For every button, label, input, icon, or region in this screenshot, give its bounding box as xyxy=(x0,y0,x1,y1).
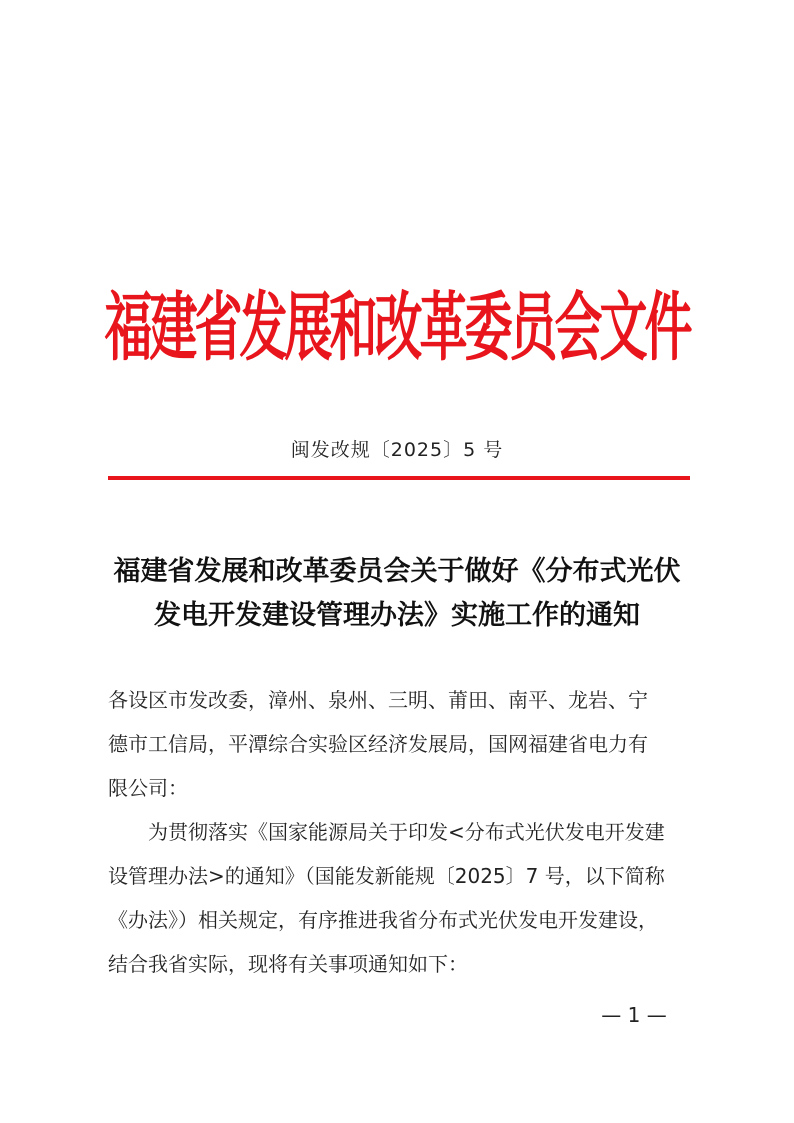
document-body xyxy=(108,678,690,986)
paragraph-line: 为贯彻落实《国家能源局关于印发<分布式光伏发电开发建 xyxy=(148,820,665,844)
paragraph-line: 设管理办法>的通知》（国能发新能规〔2025〕7 号，以下简称 xyxy=(108,864,665,888)
document-title-line: 发电开发建设管理办法》实施工作的通知 xyxy=(154,600,640,631)
paragraph-line: 《办法》）相关规定，有序推进我省分布式光伏发电开发建设， xyxy=(108,908,658,932)
addressee-line: 德市工信局，平潭综合实验区经济发展局，国网福建省电力有 xyxy=(108,732,648,756)
addressee-line: 各设区市发改委，漳州、泉州、三明、莆田、南平、龙岩、宁 xyxy=(108,688,648,712)
red-separator-line xyxy=(108,476,690,480)
paragraph-line: 结合我省实际，现将有关事项通知如下： xyxy=(108,952,468,976)
page-number: — 1 — xyxy=(601,1003,667,1027)
addressee-line: 限公司： xyxy=(108,776,188,800)
document-number: 闽发改规〔2025〕5 号 xyxy=(290,439,504,461)
masthead-title: 福建省发展和改革委员会文件 xyxy=(104,284,690,372)
document-title-line: 福建省发展和改革委员会关于做好《分布式光伏 xyxy=(113,556,681,587)
document-title xyxy=(90,550,704,638)
